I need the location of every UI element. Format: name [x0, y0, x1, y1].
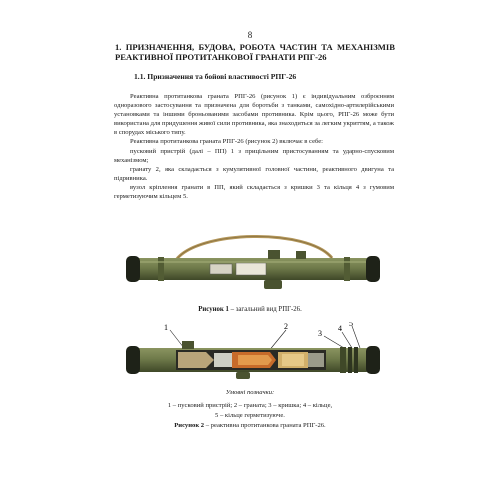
rpg26-general-view-illustration	[118, 234, 388, 296]
callout-5: 5	[349, 322, 353, 328]
figure-1-label: Рисунок 1	[198, 306, 229, 313]
figure-2-caption	[0, 422, 500, 429]
figure-1-image	[118, 234, 388, 296]
figure-2-image	[118, 322, 388, 384]
section-heading: 1. ПРИЗНАЧЕННЯ, БУДОВА, РОБОТА ЧАСТИН ТА МЕХАНІЗМІВ РЕАКТИВНОЇ ПРОТИТАНКОВОЇ ГРАНАТИ РПГ-26	[115, 42, 395, 62]
subsection-heading: 1.1. Призначення та бойові властивості РПГ-26	[134, 72, 297, 81]
callout-1: 1	[164, 323, 168, 332]
list-item-mount: вузол кріплення гранати в ПП, який складається з кришки 3 та кільця 4 з гумовим герметизуючим кільцем 5.	[114, 183, 394, 201]
callout-3: 3	[318, 329, 322, 338]
legend-line-2: 5 – кільце герметизуюче.	[215, 412, 285, 419]
callout-4: 4	[338, 324, 342, 333]
figure-1-caption	[0, 306, 500, 313]
figure-1-text: – загальний вид РПГ-26.	[228, 306, 302, 313]
body-text	[114, 92, 394, 201]
callout-2: 2	[284, 322, 288, 331]
figure-2-text: – реактивна протитанкова граната РПГ-26.	[204, 422, 326, 429]
paragraph-intro: Реактивна протитанкова граната РПГ-26 (рисунок 1) є індивідуальним озброєнням одноразового застосування та призначена для боротьби з танками, самохідно-артилерійськими установками та іншими броньованими засобами противника. Крім цього, РПГ-26 може бути використана для придушення живої сили противника, яка знаходиться за легким укриттям, а також в спорудах міського типу.	[114, 93, 394, 137]
figure-2-label: Рисунок 2	[174, 422, 205, 429]
list-item-launcher: пусковий пристрій (далі – ПП) 1 з прицільним пристосуванням та ударно-спусковим механізмом;	[114, 147, 394, 164]
list-item-grenade: гранату 2, яка складається з кумулятивної головної частини, реактивного двигуна та підривника.	[114, 165, 394, 182]
page-number: 8	[247, 30, 253, 40]
legend-title: Умовні позначки:	[225, 389, 275, 396]
rpg26-cutaway-illustration	[118, 322, 388, 384]
legend-line-1: 1 – пусковий пристрій; 2 – граната; 3 – кришка; 4 – кільце,	[167, 402, 333, 409]
paragraph-composition: Реактивна протитанкова граната РПГ-26 (рисунок 2) включає в себе:	[130, 138, 324, 146]
